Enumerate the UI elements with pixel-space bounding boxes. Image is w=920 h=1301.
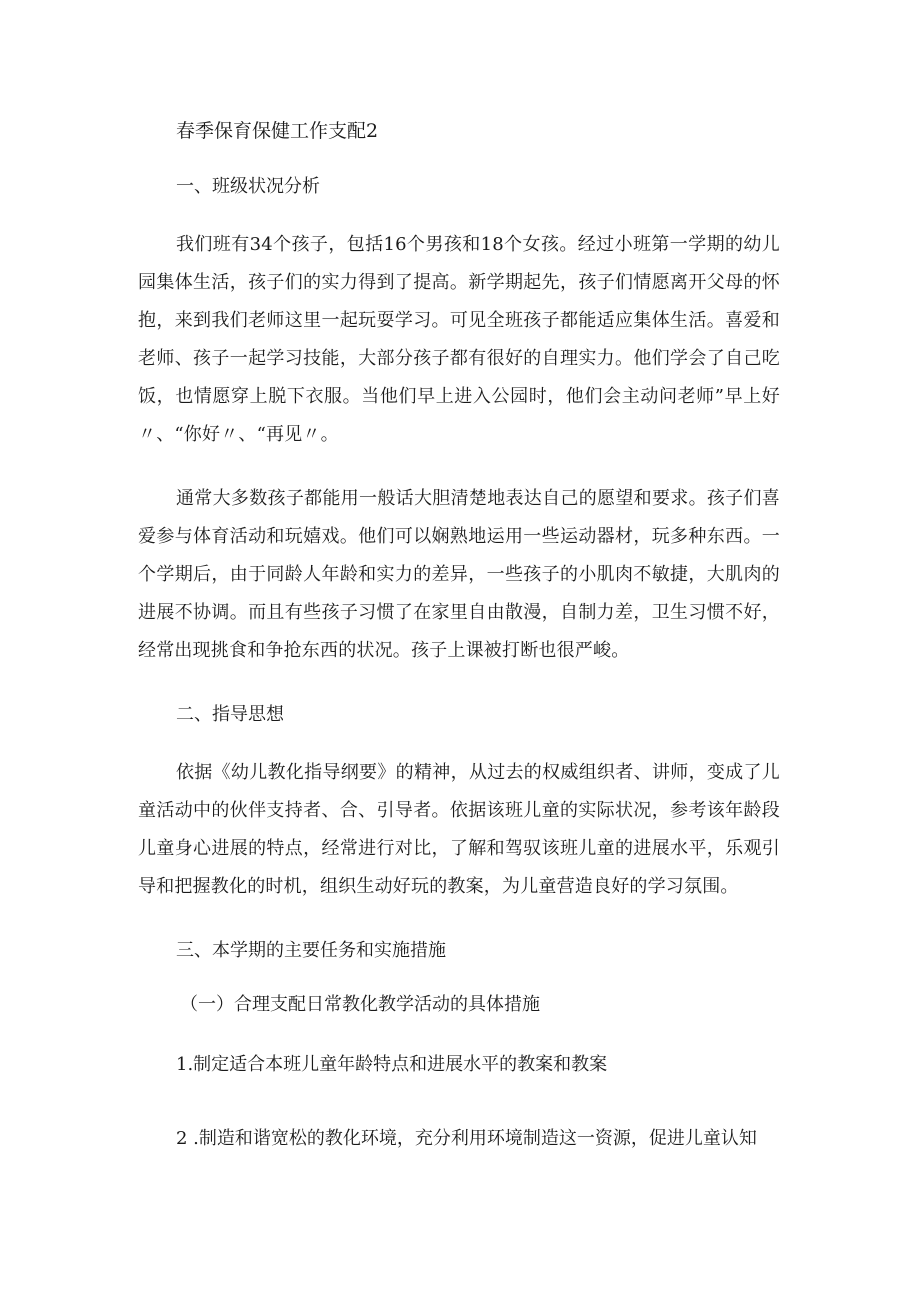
section-heading-guiding-ideology: 二、指导思想	[176, 704, 284, 725]
paragraph-class-abilities: 通常大多数孩子都能用一般话大胆清楚地表达自己的愿望和要求。孩子们喜爱参与体育活动和玩嬉戏。他们可以娴熟地运用一些运动器材，玩多种东西。一个学期后，由于同龄人年龄和实力的差异，一些孩子的小肌肉不敏捷，大肌肉的进展不协调。而且有些孩子习惯了在家里自由散漫，自制力差，卫生习惯不好，经常出现挑食和争抢东西的状况。孩子上课被打断也很严峻。	[138, 488, 780, 661]
section-heading-tasks-measures: 三、本学期的主要任务和实施措施	[176, 940, 446, 961]
list-item-1: 1.制定适合本班儿童年龄特点和进展水平的教案和教案	[176, 1054, 608, 1075]
subsection-heading-daily-activities: （一）合理支配日常教化教学活动的具体措施	[180, 994, 540, 1015]
list-item-2: 2 .制造和谐宽松的教化环境，充分利用环境制造这一资源，促进儿童认知	[176, 1128, 757, 1149]
section-heading-class-analysis: 一、班级状况分析	[176, 176, 320, 197]
document-title: 春季保育保健工作支配2	[176, 120, 379, 142]
paragraph-class-overview: 我们班有34个孩子，包括16个男孩和18个女孩。经过小班第一学期的幼儿园集体生活，孩子们的实力得到了提高。新学期起先，孩子们情愿离开父母的怀抱，来到我们老师这里一起玩耍学习。可见全班孩子都能适应集体生活。喜爱和老师、孩子一起学习技能，大部分孩子都有很好的自理实力。他们学会了自己吃饭，也情愿穿上脱下衣服。当他们早上进入公园时，他们会主动问老师”早上好〃、“你好〃、“再见〃。	[138, 234, 780, 445]
paragraph-guiding-ideology: 依据《幼儿教化指导纲要》的精神，从过去的权威组织者、讲师，变成了儿童活动中的伙伴支持者、合、引导者。依据该班儿童的实际状况，参考该年龄段儿童身心进展的特点，经常进行对比，了解和驾驭该班儿童的进展水平，乐观引导和把握教化的时机，组织生动好玩的教案，为儿童营造良好的学习氛围。	[138, 762, 780, 897]
